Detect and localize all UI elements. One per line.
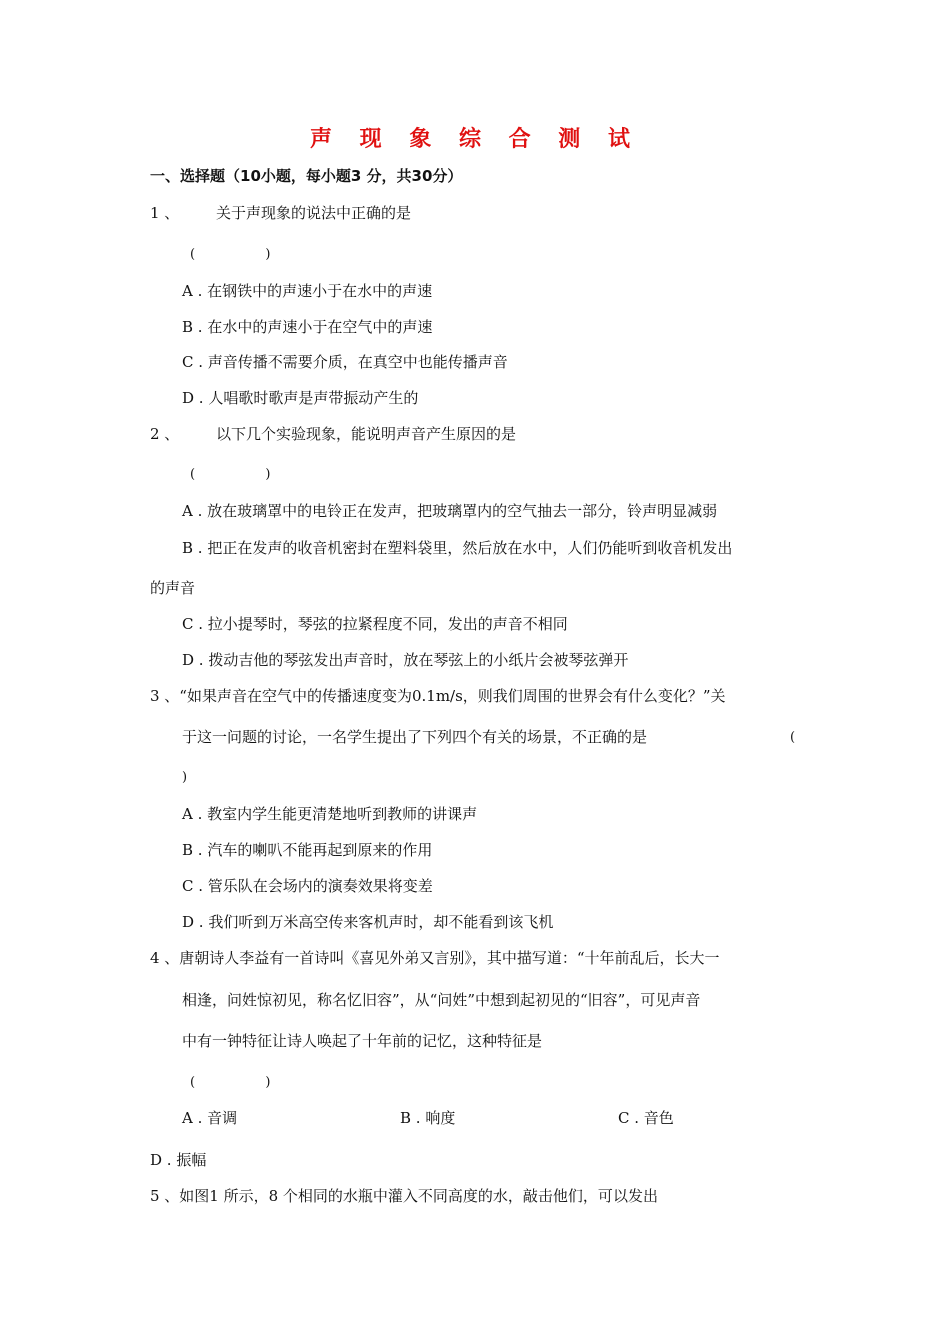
question-4-line2: 相逢，问姓惊初见，称名忆旧容”，从“问姓”中想到起初见的“旧容”，可见声音 xyxy=(182,991,701,1009)
question-5-line1: 5 、如图1 所示，8 个相同的水瓶中灌入不同高度的水，敲击他们，可以发出 xyxy=(150,1187,658,1205)
question-3-option-b: B . 汽车的喇叭不能再起到原来的作用 xyxy=(182,841,433,859)
question-2-stem: 以下几个实验现象，能说明声音产生原因的是 xyxy=(216,425,517,443)
question-4-option-b: B . 响度 xyxy=(400,1109,456,1127)
question-4-option-d: D . 振幅 xyxy=(150,1151,207,1169)
question-2-option-b-line1: B . 把正在发声的收音机密封在塑料袋里，然后放在水中，人们仍能听到收音机发出 xyxy=(182,539,733,557)
question-2-option-a: A . 放在玻璃罩中的电铃正在发声，把玻璃罩内的空气抽去一部分，铃声明显减弱 xyxy=(182,502,718,520)
question-1-option-a: A . 在钢铁中的声速小于在水中的声速 xyxy=(182,282,433,300)
question-1-answer-blank: ( ) xyxy=(190,247,271,262)
question-4-option-a: A . 音调 xyxy=(182,1109,238,1127)
question-3-option-c: C . 管乐队在会场内的演奏效果将变差 xyxy=(182,877,433,895)
question-4-answer-blank: ( ) xyxy=(190,1075,271,1090)
question-2-number: 2 、 xyxy=(150,425,180,443)
question-3-bracket-open: ( xyxy=(790,730,796,745)
question-3-line1: 3 、“如果声音在空气中的传播速度变为0.1m/s，则我们周围的世界会有什么变化？”关 xyxy=(150,687,726,705)
question-2-option-d: D . 拨动吉他的琴弦发出声音时，放在琴弦上的小纸片会被琴弦弹开 xyxy=(182,651,629,669)
section-heading: 一、选择题（10小题，每小题3 分，共30分） xyxy=(150,167,463,185)
page-title: 声 现 象 综 合 测 试 xyxy=(310,127,640,152)
question-4-line3: 中有一钟特征让诗人唤起了十年前的记忆，这种特征是 xyxy=(182,1032,543,1050)
question-4-option-c: C . 音色 xyxy=(618,1109,674,1127)
question-2-option-b-line2: 的声音 xyxy=(150,579,196,597)
question-1-stem: 关于声现象的说法中正确的是 xyxy=(216,204,412,222)
question-3-option-d: D . 我们听到万米高空传来客机声时，却不能看到该飞机 xyxy=(182,913,554,931)
question-3-line2: 于这一问题的讨论，一名学生提出了下列四个有关的场景，不正确的是 xyxy=(182,728,648,746)
question-4-line1: 4 、唐朝诗人李益有一首诗叫《喜见外弟又言别》，其中描写道：“十年前乱后，长大一 xyxy=(150,949,720,967)
question-3-option-a: A . 教室内学生能更清楚地听到教师的讲课声 xyxy=(182,805,478,823)
question-1-number: 1 、 xyxy=(150,204,180,222)
question-2-answer-blank: ( ) xyxy=(190,467,271,482)
question-2-option-c: C . 拉小提琴时，琴弦的拉紧程度不同，发出的声音不相同 xyxy=(182,615,568,633)
question-1-option-d: D . 人唱歌时歌声是声带振动产生的 xyxy=(182,389,419,407)
question-1-option-c: C . 声音传播不需要介质，在真空中也能传播声音 xyxy=(182,353,508,371)
question-1-option-b: B . 在水中的声速小于在空气中的声速 xyxy=(182,318,433,336)
question-3-bracket-close: ) xyxy=(182,770,188,785)
